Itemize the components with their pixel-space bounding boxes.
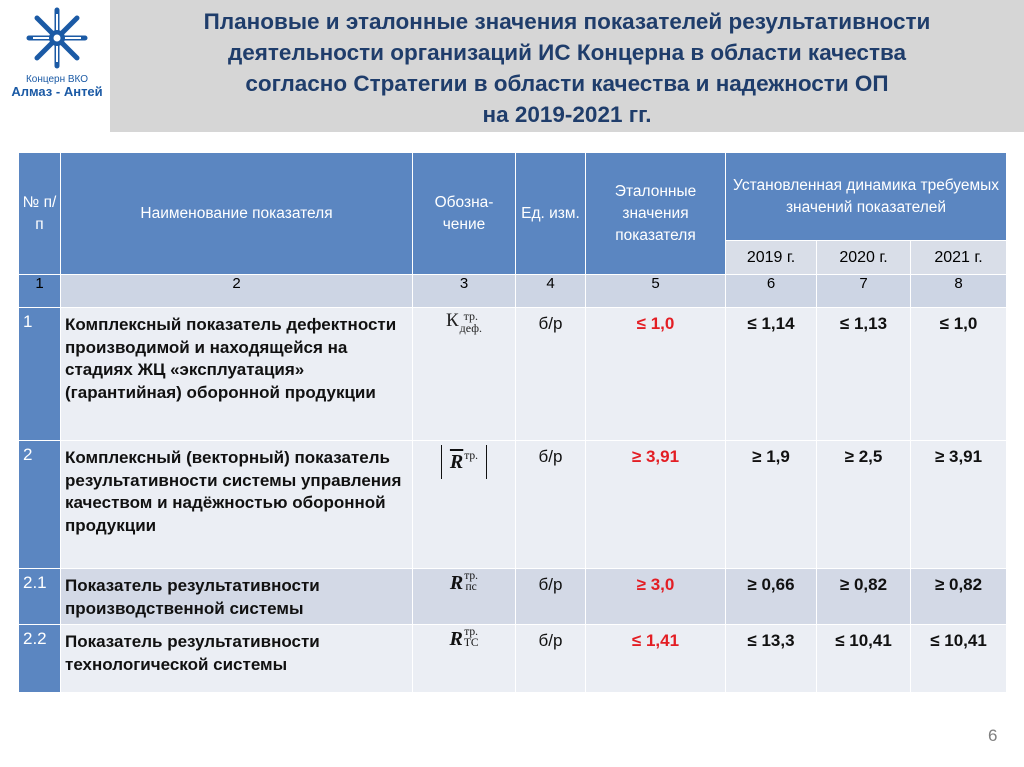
col-number: 5 — [586, 275, 726, 308]
indicator-name: Комплексный (векторный) показатель результативности системы управления качеством и надёжностью оборонной продукции — [61, 441, 413, 569]
row-number: 2.1 — [19, 569, 61, 625]
company-logo — [4, 4, 110, 108]
col-number: 2 — [61, 275, 413, 308]
reference-value: ≥ 3,0 — [586, 569, 726, 625]
symbol-sub: деф. — [459, 321, 483, 335]
col-number: 1 — [19, 275, 61, 308]
header-reference: Эталонные значения показателя — [586, 153, 726, 275]
vector-norm-symbol — [441, 445, 487, 479]
table-row — [19, 625, 1007, 693]
header-year-2021: 2021 г. — [911, 241, 1007, 275]
row-number: 2.2 — [19, 625, 61, 693]
column-number-row — [19, 275, 1007, 308]
col-number: 3 — [413, 275, 516, 308]
symbol-sup: тр. — [464, 570, 479, 582]
symbol-sup: тр. — [464, 626, 479, 638]
title-line-2: деятельности организаций ИС Концерна в области качества — [227, 40, 907, 65]
col-number: 6 — [726, 275, 817, 308]
indicator-unit: б/р — [516, 569, 586, 625]
symbol-sub: пс — [465, 581, 477, 593]
header-year-2020: 2020 г. — [817, 241, 911, 275]
header-num: № п/п — [19, 153, 61, 275]
col-number: 7 — [817, 275, 911, 308]
logo-caption-line2: Алмаз - Антей — [11, 84, 103, 99]
logo-caption-line1: Концерн ВКО — [25, 74, 89, 85]
symbol-base: R — [449, 572, 464, 594]
header-dynamics: Установленная динамика требуемых значений показателей — [726, 153, 1007, 241]
indicator-name: Показатель результативности производственной системы — [61, 569, 413, 625]
symbol-base: $\overline{R}$ — [449, 450, 464, 473]
header-symbol: Обозна- чение — [413, 153, 516, 275]
symbol-sub: ТС — [463, 637, 479, 649]
header-unit: Ед. изм. — [516, 153, 586, 275]
value-2019: ≤ 1,14 — [726, 308, 817, 441]
symbol-sup: тр. — [464, 449, 479, 462]
indicators-table — [18, 152, 1007, 693]
symbol-formula — [450, 571, 478, 595]
value-2019: ≥ 0,66 — [726, 569, 817, 625]
header-name: Наименование показателя — [61, 153, 413, 275]
symbol-formula — [449, 627, 478, 651]
col-number: 4 — [516, 275, 586, 308]
table-row — [19, 308, 1007, 441]
table-row — [19, 569, 1007, 625]
value-2021: ≥ 0,82 — [911, 569, 1007, 625]
value-2021: ≤ 1,0 — [911, 308, 1007, 441]
value-2019: ≥ 1,9 — [726, 441, 817, 569]
reference-value: ≤ 1,0 — [586, 308, 726, 441]
symbol-formula — [446, 310, 482, 334]
value-2020: ≤ 1,13 — [817, 308, 911, 441]
symbol-sup: тр. — [463, 309, 479, 323]
value-2021: ≤ 10,41 — [911, 625, 1007, 693]
value-2020: ≥ 2,5 — [817, 441, 911, 569]
indicator-symbol — [413, 625, 516, 693]
reference-value: ≤ 1,41 — [586, 625, 726, 693]
indicator-unit: б/р — [516, 441, 586, 569]
row-number: 2 — [19, 441, 61, 569]
title-line-1: Плановые и эталонные значения показателей результативности — [203, 9, 931, 34]
title-line-3: согласно Стратегии в области качества и надежности ОП — [245, 71, 889, 96]
symbol-base: К — [445, 310, 459, 331]
value-2019: ≤ 13,3 — [726, 625, 817, 693]
almaz-antey-emblem-icon — [22, 4, 92, 72]
header-year-2019: 2019 г. — [726, 241, 817, 275]
value-2021: ≥ 3,91 — [911, 441, 1007, 569]
table-row — [19, 441, 1007, 569]
value-2020: ≤ 10,41 — [817, 625, 911, 693]
page-number: 6 — [988, 726, 998, 745]
indicator-name: Комплексный показатель дефектности производимой и находящейся на стадиях ЖЦ «эксплуатация» (гарантийная) оборонной продукции — [61, 308, 413, 441]
symbol-formula — [450, 451, 478, 474]
indicator-unit: б/р — [516, 308, 586, 441]
indicator-symbol — [413, 441, 516, 569]
symbol-base: R — [449, 628, 463, 650]
indicator-unit: б/р — [516, 625, 586, 693]
indicator-name: Показатель результативности технологической системы — [61, 625, 413, 693]
col-number: 8 — [911, 275, 1007, 308]
indicator-symbol — [413, 308, 516, 441]
value-2020: ≥ 0,82 — [817, 569, 911, 625]
reference-value: ≥ 3,91 — [586, 441, 726, 569]
page-title — [110, 0, 1024, 132]
indicator-symbol — [413, 569, 516, 625]
title-line-4: на 2019-2021 гг. — [482, 102, 652, 127]
row-number: 1 — [19, 308, 61, 441]
